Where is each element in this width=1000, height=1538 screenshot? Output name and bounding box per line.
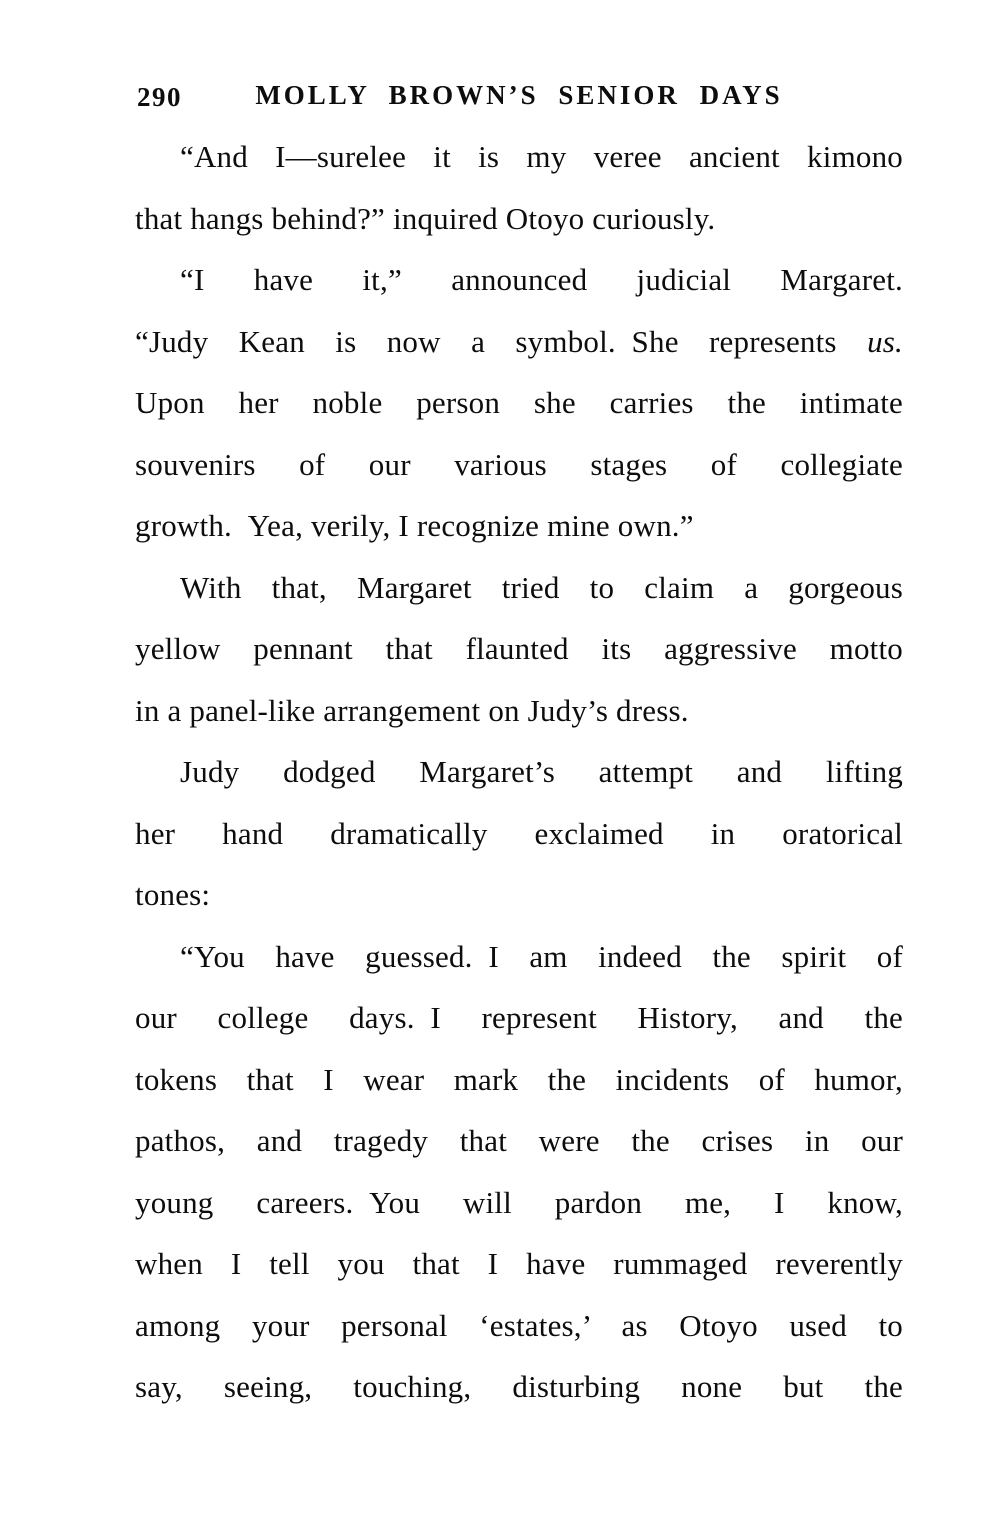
page-header [135,80,903,114]
text-line [135,680,903,742]
text-line [135,864,903,926]
text-run: “I have it,” announced judicial Margaret. [180,262,903,297]
text-run: her hand dramatically exclaimed in oratorical [135,815,903,851]
text-line [135,1172,903,1234]
text-line [135,557,903,619]
text-line [135,618,903,680]
text-run: say, seeing, touching, disturbing none but the [135,1369,903,1404]
text-run: in a panel-like arrangement on Judy’s dress. [135,692,689,728]
text-line [135,311,903,373]
page-number: 290 [137,82,182,112]
text-run: that hangs behind?” inquired Otoyo curiously. [135,200,716,236]
text-line [135,1049,903,1111]
text-line [135,372,903,434]
text-run: “And I—surelee it is my veree ancient kimono [180,139,903,174]
text-run: Judy dodged Margaret’s attempt and lifting [180,754,903,789]
text-line [135,1356,903,1418]
text-run: pathos, and tragedy that were the crises in our [135,1123,903,1158]
text-run: souvenirs of our various stages of collegiate [135,446,903,482]
text-run: when I tell you that I have rummaged reverently [135,1246,903,1281]
text-line [135,926,903,988]
text-run: “You have guessed. I am indeed the spirit of [180,938,903,974]
text-run: our college days. I represent History, and the [135,1000,903,1035]
text-line [135,803,903,865]
text-line [135,249,903,311]
text-run: growth. Yea, verily, I recognize mine own.” [135,508,694,543]
text-line [135,434,903,496]
text-line [135,1295,903,1357]
text-line [135,188,903,250]
page-body [135,126,903,1418]
text-run: Upon her noble person she carries the intimate [135,385,903,420]
text-run: tokens that I wear mark the incidents of humor, [135,1061,903,1097]
italic-text-run: us. [867,323,903,359]
text-line [135,495,903,557]
text-line [135,741,903,803]
text-run: young careers. You will pardon me, I know, [135,1184,903,1220]
running-title: MOLLY BROWN’S SENIOR DAYS [255,80,783,110]
text-run: among your personal ‘estates,’ as Otoyo used to [135,1307,903,1343]
text-run: With that, Margaret tried to claim a gorgeous [180,569,903,605]
text-run: “Judy Kean is now a symbol. She represents [135,323,868,359]
text-run: tones: [135,877,211,912]
text-run: yellow pennant that flaunted its aggressive motto [135,631,903,666]
text-line [135,1110,903,1172]
text-line [135,1233,903,1295]
text-line [135,126,903,188]
text-line [135,987,903,1049]
